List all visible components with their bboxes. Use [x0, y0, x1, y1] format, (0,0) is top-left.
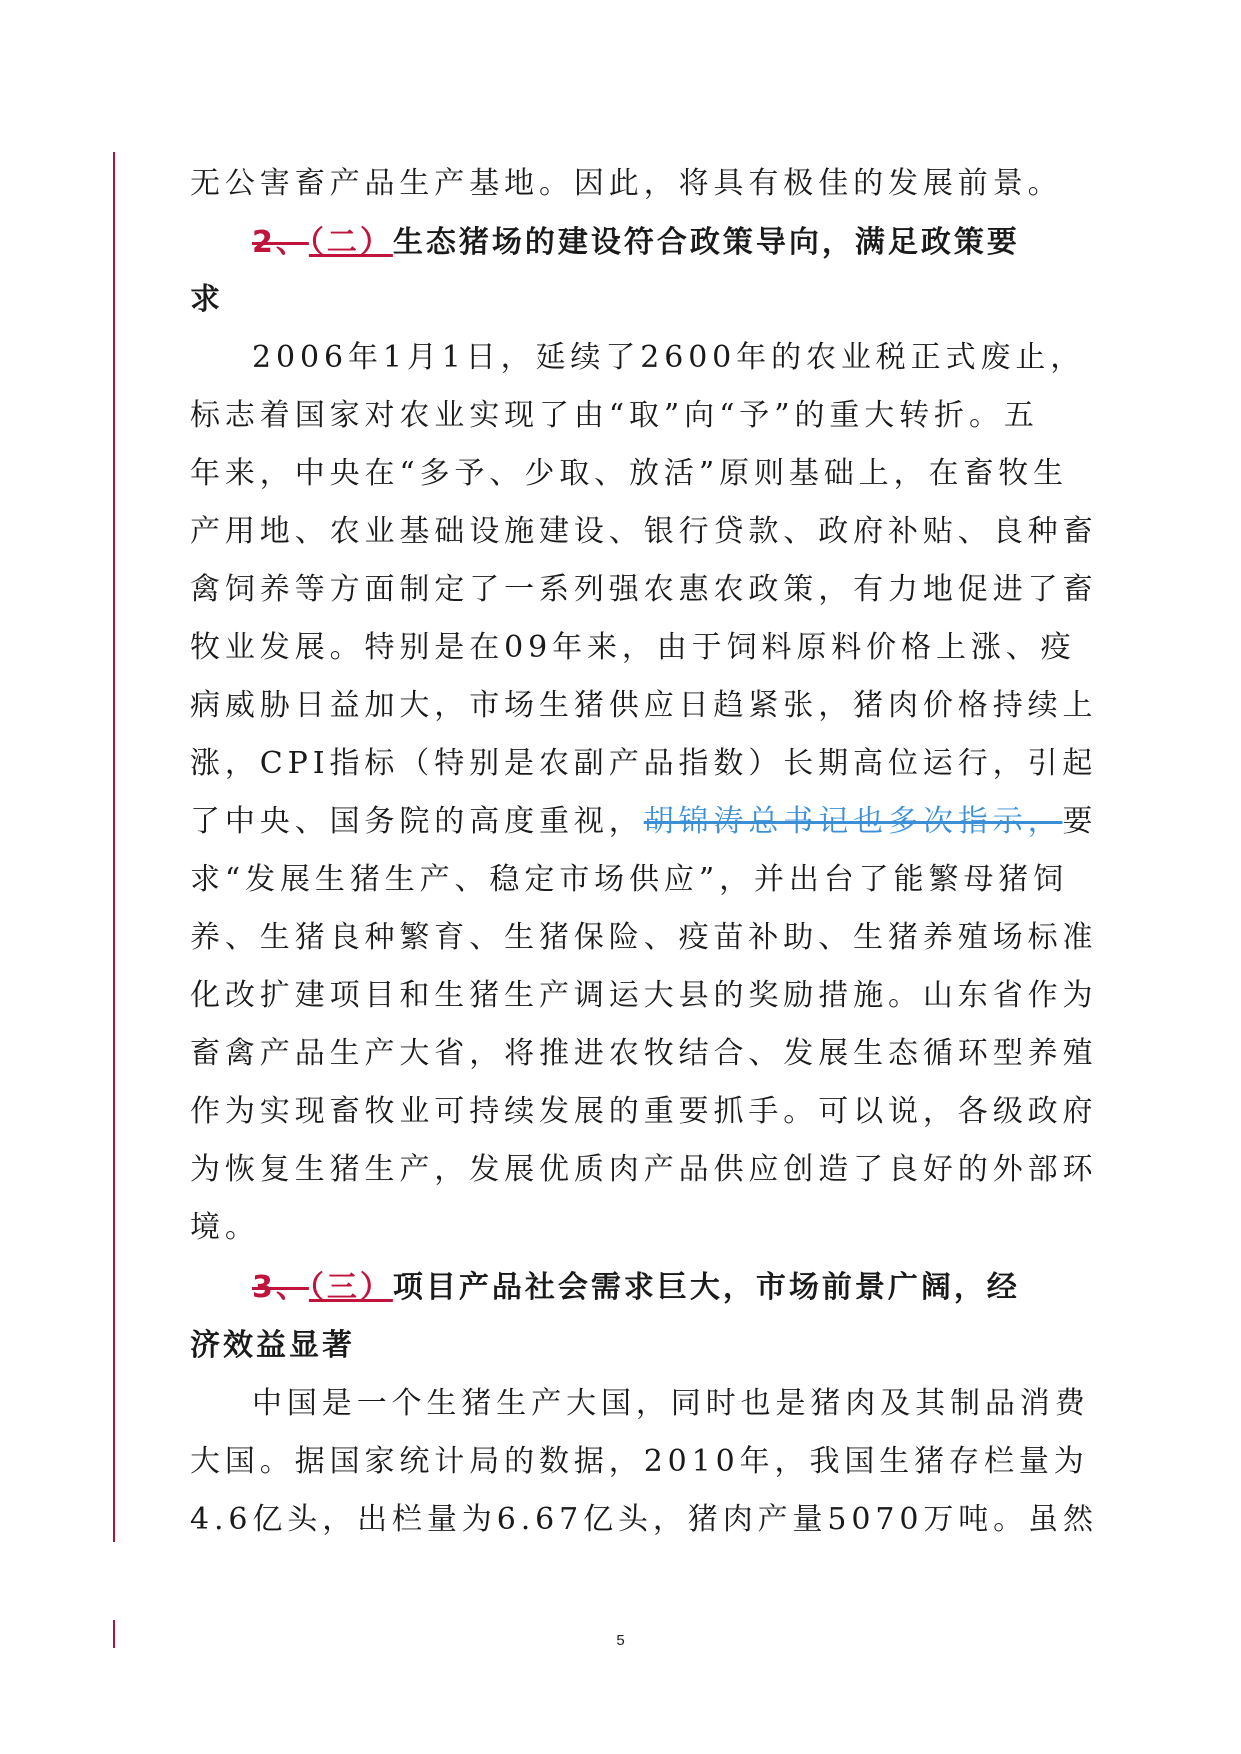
paragraph-line: 为恢复生猪生产，发展优质肉产品供应创造了良好的外部环 — [190, 1152, 1098, 1187]
paragraph-line: 求“发展生猪生产、稳定市场供应”，并出台了能繁母猪饲 — [190, 862, 1069, 897]
text-span: 要 — [1062, 804, 1098, 839]
section-heading-2 — [252, 223, 1020, 263]
paragraph-line: 禽饲养等方面制定了一系列强农惠农政策，有力地促进了畜 — [190, 572, 1098, 607]
paragraph-line: 养、生猪良种繁育、生猪保险、疫苗补助、生猪养殖场标准 — [190, 920, 1098, 955]
paragraph-line: 无公害畜产品生产基地。因此，将具有极佳的发展前景。 — [190, 166, 1063, 201]
deleted-number: 3、 — [252, 1270, 309, 1305]
paragraph-line: 标志着国家对农业实现了由“取”向“予”的重大转折。五 — [190, 398, 1039, 433]
paragraph-line: 化改扩建项目和生猪生产调运大县的奖励措施。山东省作为 — [190, 978, 1098, 1013]
heading-text: 项目产品社会需求巨大，市场前景广阔，经 — [392, 1270, 1020, 1305]
paragraph-line: 畜禽产品生产大省，将推进农牧结合、发展生态循环型养殖 — [190, 1036, 1098, 1071]
paragraph-line: 涨，CPI指标（特别是农副产品指数）长期高位运行，引起 — [190, 746, 1098, 781]
paragraph-line — [190, 802, 1097, 842]
inserted-number: （三） — [308, 1270, 393, 1305]
paragraph-line: 4.6亿头，出栏量为6.67亿头，猪肉产量5070万吨。虽然 — [190, 1502, 1098, 1537]
paragraph-line: 产用地、农业基础设施建设、银行贷款、政府补贴、良种畜 — [190, 514, 1098, 549]
paragraph-line: 病威胁日益加大，市场生猪供应日趋紧张，猪肉价格持续上 — [190, 688, 1098, 723]
section-heading-3-cont: 济效益显著 — [190, 1328, 355, 1363]
deleted-text: 胡锦涛总书记也多次指示， — [643, 804, 1063, 839]
paragraph-line: 作为实现畜牧业可持续发展的重要抓手。可以说，各级政府 — [190, 1094, 1098, 1129]
page-number: 5 — [616, 1632, 625, 1649]
deleted-number: 2、 — [252, 225, 309, 260]
paragraph-line: 年来，中央在“多予、少取、放活”原则基础上，在畜牧生 — [190, 456, 1069, 491]
text-span: 了中央、国务院的高度重视， — [190, 804, 644, 839]
section-heading-2-cont: 求 — [190, 282, 223, 317]
paragraph-line: 大国。据国家统计局的数据，2010年，我国生猪存栏量为 — [190, 1444, 1089, 1479]
paragraph-line: 牧业发展。特别是在09年来，由于饲料原料价格上涨、疫 — [190, 630, 1076, 665]
paragraph-line: 2006年1月1日，延续了2600年的农业税正式废止， — [252, 340, 1086, 375]
revision-change-bar — [113, 152, 115, 1542]
paragraph-line: 中国是一个生猪生产大国，同时也是猪肉及其制品消费 — [252, 1386, 1090, 1421]
heading-text: 生态猪场的建设符合政策导向，满足政策要 — [392, 225, 1020, 260]
section-heading-3 — [252, 1268, 1020, 1308]
paragraph-line: 境。 — [190, 1210, 260, 1245]
inserted-number: （二） — [308, 225, 393, 260]
